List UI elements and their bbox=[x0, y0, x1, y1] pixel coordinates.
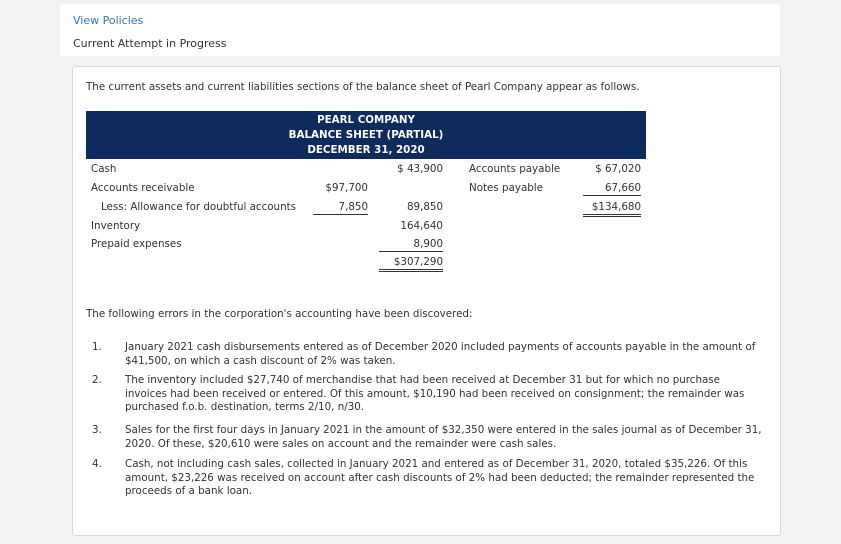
cash-value: $ 43,900 bbox=[397, 163, 443, 175]
total-liabilities-value: $134,680 bbox=[583, 201, 641, 217]
error-number: 3. bbox=[92, 424, 102, 436]
question-intro: The current assets and current liabilities sections of the balance sheet of Pearl Company appear as follows. bbox=[86, 81, 640, 93]
balance-sheet-header bbox=[86, 111, 646, 159]
cash-label: Cash bbox=[91, 163, 117, 175]
error-text: January 2021 cash disbursements entered as of December 2020 included payments of accounts payable in the amount of $41,500, on which a cash discount of 2% was taken. bbox=[125, 341, 756, 367]
error-text: The inventory included $27,740 of merchandise that had been received at December 31 but for which no purchase invoices had been received or entered. Of this amount, $10,190 had been received on consignment; the remainder was purchased f.o.b. destination, terms 2/10, n/30. bbox=[125, 374, 745, 414]
statement-title: BALANCE SHEET (PARTIAL) bbox=[288, 129, 444, 141]
ar-value: $97,700 bbox=[325, 182, 368, 194]
error-number: 4. bbox=[92, 458, 102, 470]
allowance-value: 7,850 bbox=[313, 201, 368, 215]
prepaid-value: 8,900 bbox=[379, 238, 443, 252]
inventory-value: 164,640 bbox=[400, 220, 443, 232]
ap-label: Accounts payable bbox=[469, 163, 561, 175]
total-assets-value: $307,290 bbox=[379, 256, 443, 272]
ar-label: Accounts receivable bbox=[91, 182, 195, 194]
header-card bbox=[60, 4, 780, 56]
prepaid-label: Prepaid expenses bbox=[91, 238, 182, 250]
company-name: PEARL COMPANY bbox=[317, 114, 415, 126]
np-value: 67,660 bbox=[583, 182, 641, 196]
error-number: 1. bbox=[92, 341, 102, 353]
view-policies-link[interactable]: View Policies bbox=[73, 14, 144, 27]
error-text: Cash, not including cash sales, collected in January 2021 and entered as of December 31, 2020, totaled $35,226. Of this amount, $23,226 was received on account after cash discounts of 2% had been deducted; the remainder represented the proceeds of a bank loan. bbox=[125, 458, 755, 498]
np-label: Notes payable bbox=[469, 182, 543, 194]
ap-value: $ 67,020 bbox=[595, 163, 641, 175]
allowance-label: Less: Allowance for doubtful accounts bbox=[101, 201, 296, 213]
error-number: 2. bbox=[92, 374, 102, 386]
question-card bbox=[72, 66, 781, 536]
net-ar-value: 89,850 bbox=[406, 201, 443, 213]
error-text: Sales for the first four days in January 2021 in the amount of $32,350 were entered in the sales journal as of December 31, 2020. Of these, $20,610 were sales on account and the remainder were cash sales. bbox=[125, 424, 762, 450]
inventory-label: Inventory bbox=[91, 220, 141, 232]
statement-date: DECEMBER 31, 2020 bbox=[307, 144, 425, 156]
errors-intro: The following errors in the corporation's accounting have been discovered: bbox=[86, 308, 473, 320]
attempt-status: Current Attempt in Progress bbox=[73, 37, 227, 50]
